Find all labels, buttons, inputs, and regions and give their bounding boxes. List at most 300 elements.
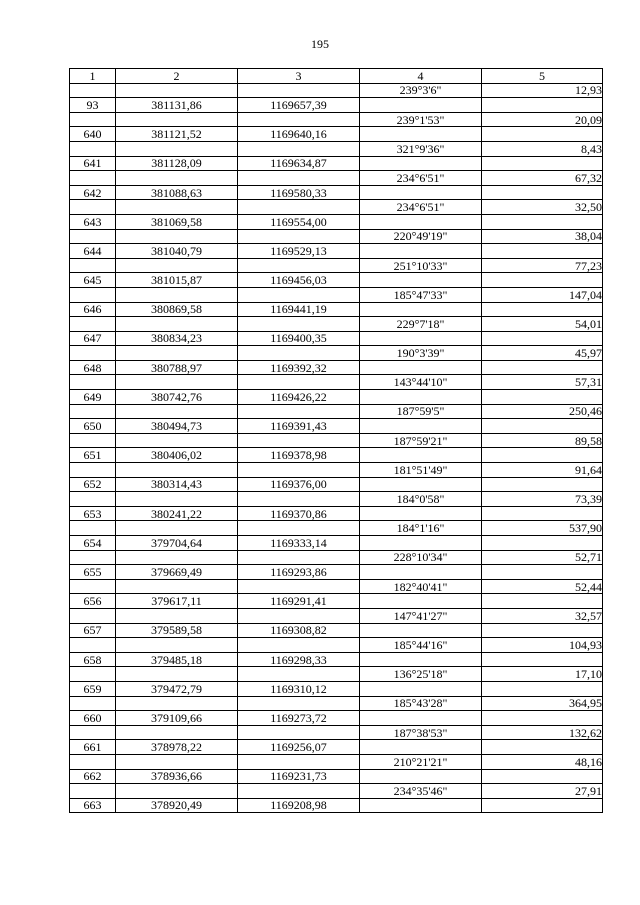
- distance-cell: 45,97: [482, 346, 603, 361]
- table-row: [70, 141, 603, 156]
- point-number-cell: 640: [70, 127, 116, 142]
- x-coordinate-cell: 379589,58: [116, 623, 238, 638]
- y-coordinate-cell: 1169293,86: [238, 565, 360, 580]
- direction-angle-cell: 181°51'49": [360, 463, 482, 478]
- direction-angle-cell: [360, 594, 482, 609]
- point-number-cell: [70, 200, 116, 215]
- direction-angle-cell: 185°43'28": [360, 696, 482, 711]
- y-coordinate-cell: [238, 463, 360, 478]
- x-coordinate-cell: 378920,49: [116, 798, 238, 813]
- distance-cell: 32,50: [482, 200, 603, 215]
- point-number-cell: [70, 171, 116, 186]
- table-row: [70, 565, 603, 580]
- x-coordinate-cell: [116, 317, 238, 332]
- x-coordinate-cell: [116, 521, 238, 536]
- x-coordinate-cell: 381040,79: [116, 244, 238, 259]
- y-coordinate-cell: [238, 346, 360, 361]
- distance-cell: 17,10: [482, 667, 603, 682]
- point-number-cell: 645: [70, 273, 116, 288]
- x-coordinate-cell: 379485,18: [116, 652, 238, 667]
- table-body: [70, 83, 603, 813]
- direction-angle-cell: 234°35'46": [360, 784, 482, 799]
- x-coordinate-cell: 381015,87: [116, 273, 238, 288]
- y-coordinate-cell: 1169256,07: [238, 740, 360, 755]
- table-row: [70, 623, 603, 638]
- y-coordinate-cell: [238, 200, 360, 215]
- y-coordinate-cell: 1169441,19: [238, 302, 360, 317]
- x-coordinate-cell: 380241,22: [116, 506, 238, 521]
- distance-cell: [482, 360, 603, 375]
- table-row: [70, 448, 603, 463]
- direction-angle-cell: [360, 360, 482, 375]
- distance-cell: [482, 769, 603, 784]
- y-coordinate-cell: [238, 754, 360, 769]
- x-coordinate-cell: 381128,09: [116, 156, 238, 171]
- y-coordinate-cell: 1169456,03: [238, 273, 360, 288]
- distance-cell: 54,01: [482, 317, 603, 332]
- x-coordinate-cell: [116, 608, 238, 623]
- distance-cell: 250,46: [482, 404, 603, 419]
- y-coordinate-cell: 1169657,39: [238, 98, 360, 113]
- distance-cell: 52,71: [482, 550, 603, 565]
- y-coordinate-cell: 1169273,72: [238, 711, 360, 726]
- x-coordinate-cell: [116, 754, 238, 769]
- distance-cell: [482, 711, 603, 726]
- direction-angle-cell: [360, 185, 482, 200]
- direction-angle-cell: [360, 419, 482, 434]
- point-number-cell: 663: [70, 798, 116, 813]
- distance-cell: 91,64: [482, 463, 603, 478]
- y-coordinate-cell: [238, 696, 360, 711]
- y-coordinate-cell: 1169376,00: [238, 477, 360, 492]
- table-row: [70, 594, 603, 609]
- y-coordinate-cell: [238, 375, 360, 390]
- point-number-cell: [70, 492, 116, 507]
- point-number-cell: 648: [70, 360, 116, 375]
- table-row: [70, 521, 603, 536]
- point-number-cell: [70, 696, 116, 711]
- distance-cell: [482, 244, 603, 259]
- point-number-cell: [70, 725, 116, 740]
- distance-cell: [482, 565, 603, 580]
- point-number-cell: 646: [70, 302, 116, 317]
- x-coordinate-cell: 380314,43: [116, 477, 238, 492]
- distance-cell: [482, 331, 603, 346]
- x-coordinate-cell: [116, 83, 238, 98]
- y-coordinate-cell: [238, 229, 360, 244]
- direction-angle-cell: [360, 302, 482, 317]
- table-row: [70, 273, 603, 288]
- distance-cell: 89,58: [482, 433, 603, 448]
- table-row: [70, 608, 603, 623]
- y-coordinate-cell: 1169391,43: [238, 419, 360, 434]
- table-row: [70, 579, 603, 594]
- y-coordinate-cell: [238, 492, 360, 507]
- direction-angle-cell: 220°49'19": [360, 229, 482, 244]
- y-coordinate-cell: 1169231,73: [238, 769, 360, 784]
- point-number-cell: [70, 579, 116, 594]
- direction-angle-cell: [360, 244, 482, 259]
- table-row: [70, 127, 603, 142]
- coordinates-table: [69, 68, 603, 813]
- direction-angle-cell: 234°6'51": [360, 200, 482, 215]
- y-coordinate-cell: 1169426,22: [238, 390, 360, 405]
- table-row: [70, 317, 603, 332]
- distance-cell: 8,43: [482, 141, 603, 156]
- direction-angle-cell: 136°25'18": [360, 667, 482, 682]
- x-coordinate-cell: 380869,58: [116, 302, 238, 317]
- direction-angle-cell: [360, 740, 482, 755]
- point-number-cell: 657: [70, 623, 116, 638]
- direction-angle-cell: 190°3'39": [360, 346, 482, 361]
- y-coordinate-cell: [238, 287, 360, 302]
- x-coordinate-cell: [116, 638, 238, 653]
- point-number-cell: [70, 317, 116, 332]
- y-coordinate-cell: [238, 608, 360, 623]
- table-row: [70, 433, 603, 448]
- distance-cell: [482, 448, 603, 463]
- x-coordinate-cell: 381131,86: [116, 98, 238, 113]
- table-row: [70, 740, 603, 755]
- table-row: [70, 667, 603, 682]
- y-coordinate-cell: [238, 317, 360, 332]
- x-coordinate-cell: 379704,64: [116, 536, 238, 551]
- table-row: [70, 185, 603, 200]
- distance-cell: 12,93: [482, 83, 603, 98]
- distance-cell: [482, 156, 603, 171]
- table-row: [70, 244, 603, 259]
- x-coordinate-cell: 379472,79: [116, 681, 238, 696]
- table-row: [70, 696, 603, 711]
- x-coordinate-cell: [116, 667, 238, 682]
- direction-angle-cell: 185°47'33": [360, 287, 482, 302]
- distance-cell: [482, 273, 603, 288]
- y-coordinate-cell: 1169580,33: [238, 185, 360, 200]
- direction-angle-cell: [360, 98, 482, 113]
- x-coordinate-cell: [116, 433, 238, 448]
- y-coordinate-cell: [238, 638, 360, 653]
- point-number-cell: 660: [70, 711, 116, 726]
- table-row: [70, 492, 603, 507]
- point-number-cell: [70, 258, 116, 273]
- y-coordinate-cell: 1169291,41: [238, 594, 360, 609]
- x-coordinate-cell: 379669,49: [116, 565, 238, 580]
- direction-angle-cell: [360, 477, 482, 492]
- point-number-cell: [70, 608, 116, 623]
- point-number-cell: 650: [70, 419, 116, 434]
- distance-cell: [482, 419, 603, 434]
- table-row: [70, 798, 603, 813]
- distance-cell: 147,04: [482, 287, 603, 302]
- point-number-cell: [70, 784, 116, 799]
- table-row: [70, 360, 603, 375]
- point-number-cell: [70, 463, 116, 478]
- distance-cell: [482, 506, 603, 521]
- table-row: [70, 754, 603, 769]
- x-coordinate-cell: [116, 141, 238, 156]
- direction-angle-cell: 251°10'33": [360, 258, 482, 273]
- table-row: [70, 404, 603, 419]
- x-coordinate-cell: 380834,23: [116, 331, 238, 346]
- point-number-cell: 655: [70, 565, 116, 580]
- x-coordinate-cell: [116, 346, 238, 361]
- distance-cell: [482, 740, 603, 755]
- distance-cell: [482, 390, 603, 405]
- distance-cell: [482, 623, 603, 638]
- distance-cell: [482, 302, 603, 317]
- x-coordinate-cell: [116, 112, 238, 127]
- table-row: [70, 390, 603, 405]
- distance-cell: 20,09: [482, 112, 603, 127]
- distance-cell: 48,16: [482, 754, 603, 769]
- direction-angle-cell: 187°59'5": [360, 404, 482, 419]
- point-number-cell: [70, 346, 116, 361]
- point-number-cell: 641: [70, 156, 116, 171]
- direction-angle-cell: 143°44'10": [360, 375, 482, 390]
- point-number-cell: 662: [70, 769, 116, 784]
- distance-cell: 67,32: [482, 171, 603, 186]
- distance-cell: [482, 681, 603, 696]
- direction-angle-cell: 147°41'27": [360, 608, 482, 623]
- direction-angle-cell: [360, 565, 482, 580]
- y-coordinate-cell: [238, 784, 360, 799]
- column-header-1: 1: [70, 69, 116, 84]
- direction-angle-cell: [360, 127, 482, 142]
- x-coordinate-cell: 380742,76: [116, 390, 238, 405]
- direction-angle-cell: 187°38'53": [360, 725, 482, 740]
- direction-angle-cell: [360, 681, 482, 696]
- direction-angle-cell: 184°0'58": [360, 492, 482, 507]
- table-row: [70, 536, 603, 551]
- point-number-cell: [70, 667, 116, 682]
- direction-angle-cell: 187°59'21": [360, 433, 482, 448]
- point-number-cell: 642: [70, 185, 116, 200]
- table-row: [70, 725, 603, 740]
- direction-angle-cell: [360, 448, 482, 463]
- x-coordinate-cell: 380494,73: [116, 419, 238, 434]
- distance-cell: 52,44: [482, 579, 603, 594]
- x-coordinate-cell: 378978,22: [116, 740, 238, 755]
- x-coordinate-cell: [116, 258, 238, 273]
- y-coordinate-cell: 1169529,13: [238, 244, 360, 259]
- y-coordinate-cell: [238, 141, 360, 156]
- y-coordinate-cell: 1169554,00: [238, 214, 360, 229]
- distance-cell: 73,39: [482, 492, 603, 507]
- x-coordinate-cell: [116, 725, 238, 740]
- direction-angle-cell: [360, 506, 482, 521]
- direction-angle-cell: 184°1'16": [360, 521, 482, 536]
- table-row: [70, 331, 603, 346]
- table-row: [70, 171, 603, 186]
- direction-angle-cell: 185°44'16": [360, 638, 482, 653]
- point-number-cell: 656: [70, 594, 116, 609]
- table-row: [70, 258, 603, 273]
- point-number-cell: 654: [70, 536, 116, 551]
- y-coordinate-cell: [238, 579, 360, 594]
- distance-cell: [482, 127, 603, 142]
- table-row: [70, 506, 603, 521]
- point-number-cell: 93: [70, 98, 116, 113]
- direction-angle-cell: [360, 273, 482, 288]
- direction-angle-cell: 234°6'51": [360, 171, 482, 186]
- y-coordinate-cell: 1169310,12: [238, 681, 360, 696]
- table-row: [70, 156, 603, 171]
- distance-cell: 32,57: [482, 608, 603, 623]
- x-coordinate-cell: [116, 229, 238, 244]
- y-coordinate-cell: 1169392,32: [238, 360, 360, 375]
- point-number-cell: [70, 141, 116, 156]
- direction-angle-cell: [360, 536, 482, 551]
- column-header-5: 5: [482, 69, 603, 84]
- distance-cell: [482, 594, 603, 609]
- distance-cell: [482, 536, 603, 551]
- x-coordinate-cell: [116, 404, 238, 419]
- point-number-cell: [70, 375, 116, 390]
- point-number-cell: 661: [70, 740, 116, 755]
- distance-cell: [482, 98, 603, 113]
- x-coordinate-cell: 380406,02: [116, 448, 238, 463]
- x-coordinate-cell: 379109,66: [116, 711, 238, 726]
- x-coordinate-cell: [116, 579, 238, 594]
- direction-angle-cell: 228°10'34": [360, 550, 482, 565]
- table-row: [70, 346, 603, 361]
- y-coordinate-cell: [238, 521, 360, 536]
- table-row: [70, 214, 603, 229]
- table-row: [70, 200, 603, 215]
- point-number-cell: 652: [70, 477, 116, 492]
- y-coordinate-cell: [238, 112, 360, 127]
- point-number-cell: [70, 754, 116, 769]
- table-row: [70, 419, 603, 434]
- x-coordinate-cell: 381069,58: [116, 214, 238, 229]
- point-number-cell: 653: [70, 506, 116, 521]
- distance-cell: 537,90: [482, 521, 603, 536]
- point-number-cell: 643: [70, 214, 116, 229]
- page-number: 195: [311, 37, 329, 51]
- direction-angle-cell: [360, 623, 482, 638]
- column-header-3: 3: [238, 69, 360, 84]
- point-number-cell: 644: [70, 244, 116, 259]
- header-row: [70, 69, 603, 84]
- column-header-4: 4: [360, 69, 482, 84]
- x-coordinate-cell: [116, 375, 238, 390]
- direction-angle-cell: [360, 711, 482, 726]
- y-coordinate-cell: [238, 667, 360, 682]
- table-row: [70, 652, 603, 667]
- x-coordinate-cell: [116, 784, 238, 799]
- y-coordinate-cell: 1169640,16: [238, 127, 360, 142]
- x-coordinate-cell: [116, 287, 238, 302]
- table-row: [70, 769, 603, 784]
- distance-cell: [482, 477, 603, 492]
- y-coordinate-cell: 1169298,33: [238, 652, 360, 667]
- point-number-cell: 658: [70, 652, 116, 667]
- direction-angle-cell: [360, 769, 482, 784]
- point-number-cell: 649: [70, 390, 116, 405]
- y-coordinate-cell: 1169308,82: [238, 623, 360, 638]
- y-coordinate-cell: 1169208,98: [238, 798, 360, 813]
- table-row: [70, 229, 603, 244]
- point-number-cell: [70, 433, 116, 448]
- direction-angle-cell: [360, 390, 482, 405]
- point-number-cell: 659: [70, 681, 116, 696]
- x-coordinate-cell: 379617,11: [116, 594, 238, 609]
- distance-cell: [482, 652, 603, 667]
- direction-angle-cell: [360, 156, 482, 171]
- distance-cell: 104,93: [482, 638, 603, 653]
- point-number-cell: [70, 287, 116, 302]
- distance-cell: [482, 798, 603, 813]
- table-row: [70, 681, 603, 696]
- column-header-2: 2: [116, 69, 238, 84]
- x-coordinate-cell: 380788,97: [116, 360, 238, 375]
- x-coordinate-cell: 381121,52: [116, 127, 238, 142]
- direction-angle-cell: 182°40'41": [360, 579, 482, 594]
- point-number-cell: 651: [70, 448, 116, 463]
- table-row: [70, 784, 603, 799]
- point-number-cell: [70, 229, 116, 244]
- point-number-cell: [70, 550, 116, 565]
- table-row: [70, 477, 603, 492]
- x-coordinate-cell: [116, 550, 238, 565]
- table-row: [70, 287, 603, 302]
- x-coordinate-cell: [116, 492, 238, 507]
- table-row: [70, 112, 603, 127]
- direction-angle-cell: [360, 331, 482, 346]
- y-coordinate-cell: 1169370,86: [238, 506, 360, 521]
- y-coordinate-cell: [238, 258, 360, 273]
- direction-angle-cell: [360, 214, 482, 229]
- table-row: [70, 638, 603, 653]
- distance-cell: [482, 214, 603, 229]
- y-coordinate-cell: 1169400,35: [238, 331, 360, 346]
- y-coordinate-cell: [238, 404, 360, 419]
- direction-angle-cell: 210°21'21": [360, 754, 482, 769]
- x-coordinate-cell: 378936,66: [116, 769, 238, 784]
- x-coordinate-cell: [116, 171, 238, 186]
- direction-angle-cell: 239°3'6": [360, 83, 482, 98]
- distance-cell: 27,91: [482, 784, 603, 799]
- distance-cell: 57,31: [482, 375, 603, 390]
- table-row: [70, 550, 603, 565]
- point-number-cell: [70, 521, 116, 536]
- x-coordinate-cell: [116, 200, 238, 215]
- point-number-cell: [70, 638, 116, 653]
- distance-cell: 132,62: [482, 725, 603, 740]
- y-coordinate-cell: 1169378,98: [238, 448, 360, 463]
- direction-angle-cell: 229°7'18": [360, 317, 482, 332]
- table-row: [70, 711, 603, 726]
- y-coordinate-cell: [238, 433, 360, 448]
- table-row: [70, 302, 603, 317]
- y-coordinate-cell: 1169634,87: [238, 156, 360, 171]
- table-row: [70, 98, 603, 113]
- y-coordinate-cell: [238, 725, 360, 740]
- point-number-cell: [70, 83, 116, 98]
- direction-angle-cell: 321°9'36": [360, 141, 482, 156]
- direction-angle-cell: [360, 798, 482, 813]
- point-number-cell: [70, 404, 116, 419]
- distance-cell: 364,95: [482, 696, 603, 711]
- y-coordinate-cell: [238, 83, 360, 98]
- x-coordinate-cell: [116, 463, 238, 478]
- distance-cell: 77,23: [482, 258, 603, 273]
- direction-angle-cell: 239°1'53": [360, 112, 482, 127]
- x-coordinate-cell: 381088,63: [116, 185, 238, 200]
- table-row: [70, 375, 603, 390]
- table-row: [70, 463, 603, 478]
- point-number-cell: 647: [70, 331, 116, 346]
